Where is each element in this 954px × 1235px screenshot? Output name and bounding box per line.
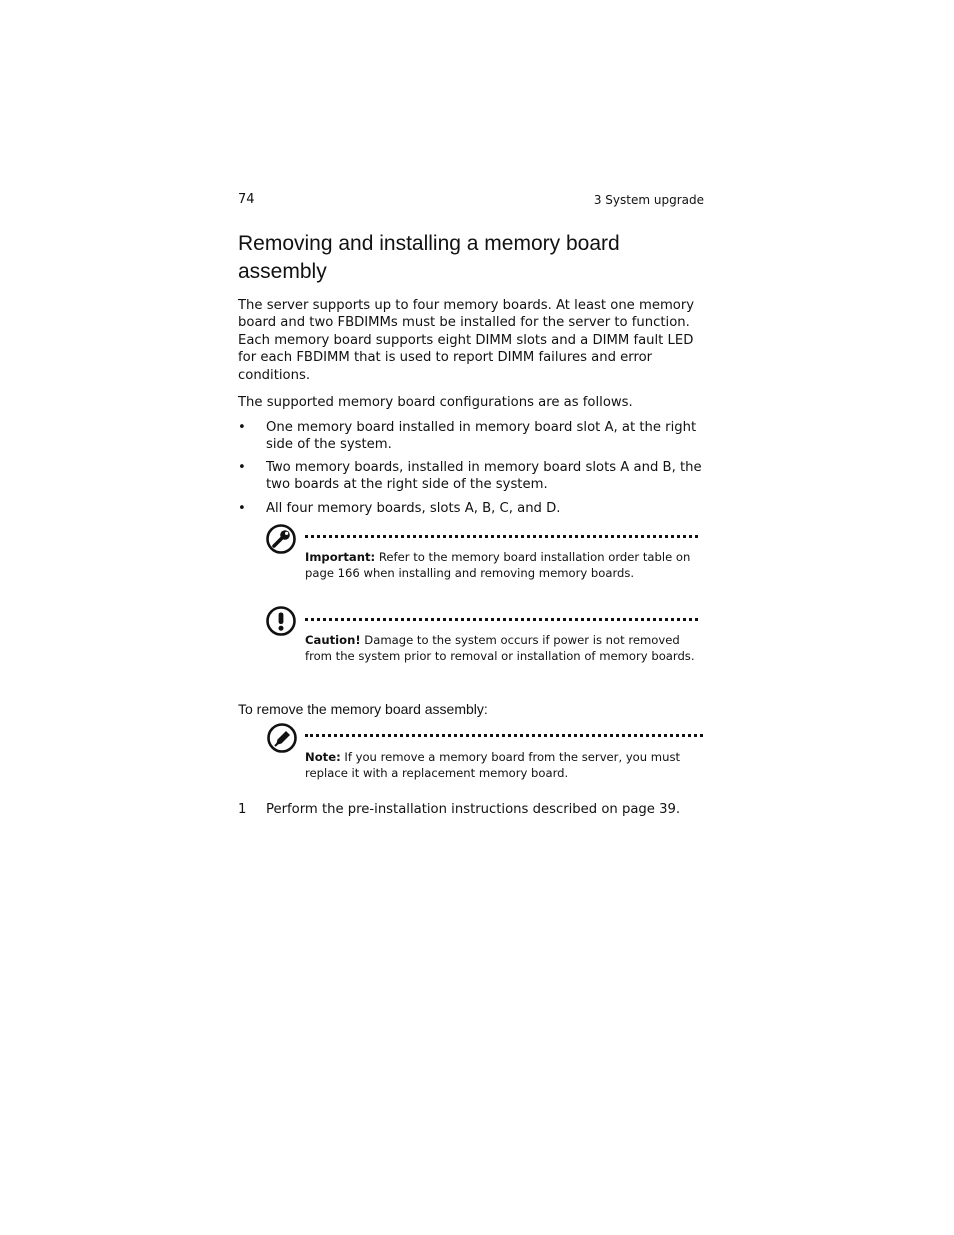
note-body: If you remove a memory board from the server, you must replace it with a replacement memory board. — [305, 750, 681, 780]
important-label: Important: — [305, 550, 376, 564]
intro-paragraph: The server supports up to four memory boards. At least one memory board and two FBDIMMs must be installed for the server to function. Each memory board supports eight DIMM slots and a DIMM fault LED for each FBDIMM that is used to report DIMM failures and error conditions. — [238, 298, 695, 383]
page-number: 74 — [238, 192, 255, 207]
bullet-text: All four memory boards, slots A, B, C, and D. — [266, 501, 561, 516]
procedure-intro: To remove the memory board assembly: — [238, 701, 488, 717]
bullet-text: One memory board installed in memory board slot A, at the right side of the system. — [266, 420, 697, 453]
caution-body: Damage to the system occurs if power is not removed from the system prior to removal or installation of memory boards. — [305, 633, 695, 663]
bullet-marker: • — [238, 460, 246, 475]
important-icon — [265, 523, 297, 555]
notice-divider — [305, 618, 698, 621]
step-text: Perform the pre-installation instructions described on page 39. — [266, 802, 681, 817]
caution-label: Caution! — [305, 633, 361, 647]
important-body: Refer to the memory board installation order table on page 166 when installing and removing memory boards. — [305, 550, 691, 580]
note-notice-text — [305, 750, 697, 782]
notice-divider — [305, 734, 703, 737]
bullet-marker: • — [238, 501, 246, 516]
important-notice-text — [305, 550, 697, 582]
running-header-chapter: 3 System upgrade — [593, 193, 704, 207]
bullet-text: Two memory boards, installed in memory board slots A and B, the two boards at the right side of the system. — [266, 460, 702, 493]
caution-notice-text — [305, 633, 697, 665]
bullet-marker: • — [238, 420, 246, 435]
note-icon — [266, 722, 298, 754]
notice-divider — [305, 535, 698, 538]
section-title: Removing and installing a memory board assembly — [238, 232, 620, 283]
caution-icon — [265, 605, 297, 637]
configurations-paragraph: The supported memory board configurations are as follows. — [238, 395, 633, 410]
step-number: 1 — [238, 802, 247, 817]
note-label: Note: — [305, 750, 341, 764]
